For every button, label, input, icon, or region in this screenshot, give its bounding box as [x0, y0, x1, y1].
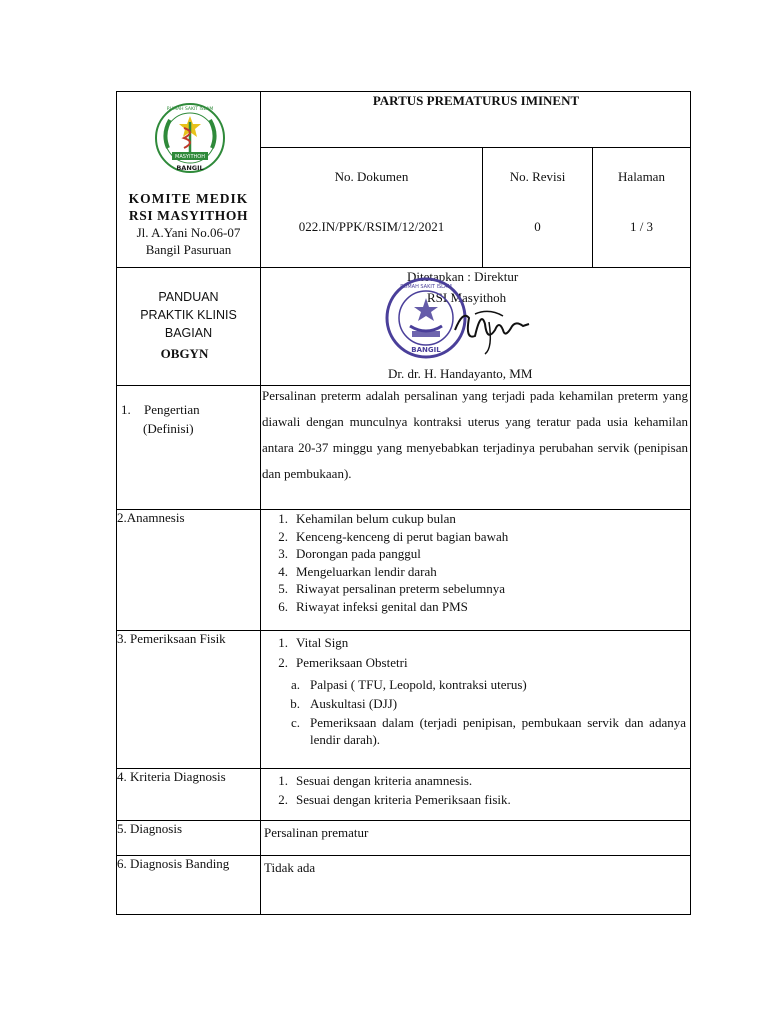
differential-text: Tidak ada	[264, 860, 316, 875]
address-line-2: Bangil Pasuruan	[145, 242, 232, 257]
header-col-divider	[592, 147, 593, 268]
definition-label-1: Pengertian	[144, 402, 200, 417]
diagnosis-text: Persalinan prematur	[264, 825, 369, 840]
list-item: 3. Dorongan pada panggul	[278, 546, 421, 561]
director-signature	[445, 290, 535, 360]
diagnosis-label: 5. Diagnosis	[117, 821, 182, 836]
list-item: 1. Vital Sign	[278, 635, 349, 650]
sub-list-item: b. Auskultasi (DJJ)	[290, 696, 398, 711]
differential-label: 6. Diagnosis Banding	[117, 856, 230, 871]
hospital-name: RSI MASYITHOH	[128, 208, 249, 223]
list-item: 2. Sesuai dengan kriteria Pemeriksaan fisik.	[278, 792, 511, 807]
committee-name: KOMITE MEDIK	[128, 191, 249, 206]
table-border-right	[690, 91, 691, 915]
hospital-logo-icon	[150, 100, 230, 180]
document-title: PARTUS PREMATURUS IMINENT	[372, 93, 580, 108]
doc-number-label: No. Dokumen	[334, 169, 409, 184]
stamp-top-text: RUMAH SAKIT ISLAM	[400, 284, 452, 290]
header-col-divider	[482, 147, 483, 268]
row-divider	[260, 147, 691, 148]
list-item: 2. Pemeriksaan Obstetri	[278, 655, 408, 670]
row-divider	[116, 267, 691, 268]
doc-number-value: 022.IN/PPK/RSIM/12/2021	[298, 219, 445, 234]
set-by-line-1: Ditetapkan : Direktur	[407, 269, 519, 284]
definition-text: Persalinan preterm adalah persalinan yang terjadi pada kehamilan preterm yang diawali dengan munculnya kontraksi uterus yang teratur pada usia kehamilan antara 20-37 minggu yang menyebabkan terjadinya perubahan servik (penipisan dan pembukaan).	[262, 388, 688, 481]
row-divider	[116, 820, 691, 821]
definition-label-2: (Definisi)	[143, 421, 194, 436]
list-item: 2. Kenceng-kenceng di perut bagian bawah	[278, 528, 509, 544]
table-border-top	[116, 91, 691, 92]
signature-icon	[445, 290, 535, 360]
page-label: Halaman	[618, 169, 665, 184]
logo-bottom-text: BANGIL	[176, 164, 204, 172]
director-name: Dr. dr. H. Handayanto, MM	[388, 366, 533, 381]
physical-exam-list	[266, 634, 686, 674]
list-item: 4. Mengeluarkan lendir darah	[278, 563, 437, 579]
anamnesis-list	[266, 510, 686, 615]
department-name: OBGYN	[160, 346, 209, 361]
guide-title-line-1: PANDUAN	[158, 290, 219, 304]
list-item: 5. Riwayat persalinan preterm sebelumnya	[278, 581, 506, 596]
column-divider	[260, 91, 261, 915]
stamp-bottom-text: BANGIL	[411, 346, 441, 354]
logo-top-text: RUMAH SAKIT ISLAM	[166, 107, 214, 112]
anamnesis-label: 2.Anamnesis	[117, 510, 185, 525]
list-item: 6. Riwayat infeksi genital dan PMS	[278, 598, 468, 614]
table-border-bottom	[116, 914, 691, 915]
revision-value: 0	[534, 219, 541, 234]
definition-number: 1.	[121, 402, 131, 417]
guide-title-line-3: BAGIAN	[164, 326, 213, 340]
criteria-label: 4. Kriteria Diagnosis	[117, 769, 226, 784]
sub-list-item: c. Pemeriksaan dalam (terjadi penipisan, pembukaan servik dan adanya lendir darah).	[290, 715, 686, 747]
hospital-logo	[150, 100, 230, 180]
revision-label: No. Revisi	[509, 169, 566, 184]
list-item: 1. Sesuai dengan kriteria anamnesis.	[278, 773, 473, 788]
sub-list-item: a. Palpasi ( TFU, Leopold, kontraksi uterus)	[290, 677, 527, 692]
list-item: 1. Kehamilan belum cukup bulan	[278, 511, 456, 526]
address-line-1: Jl. A.Yani No.06-07	[136, 225, 241, 240]
set-by-line-2: RSI Masyithoh	[427, 290, 507, 305]
criteria-list	[266, 772, 686, 810]
page-value: 1 / 3	[629, 219, 654, 234]
logo-banner-text: MASYITHOH	[175, 154, 205, 160]
guide-title-line-2: PRAKTIK KLINIS	[140, 308, 237, 322]
physical-exam-label: 3. Pemeriksaan Fisik	[117, 631, 226, 646]
